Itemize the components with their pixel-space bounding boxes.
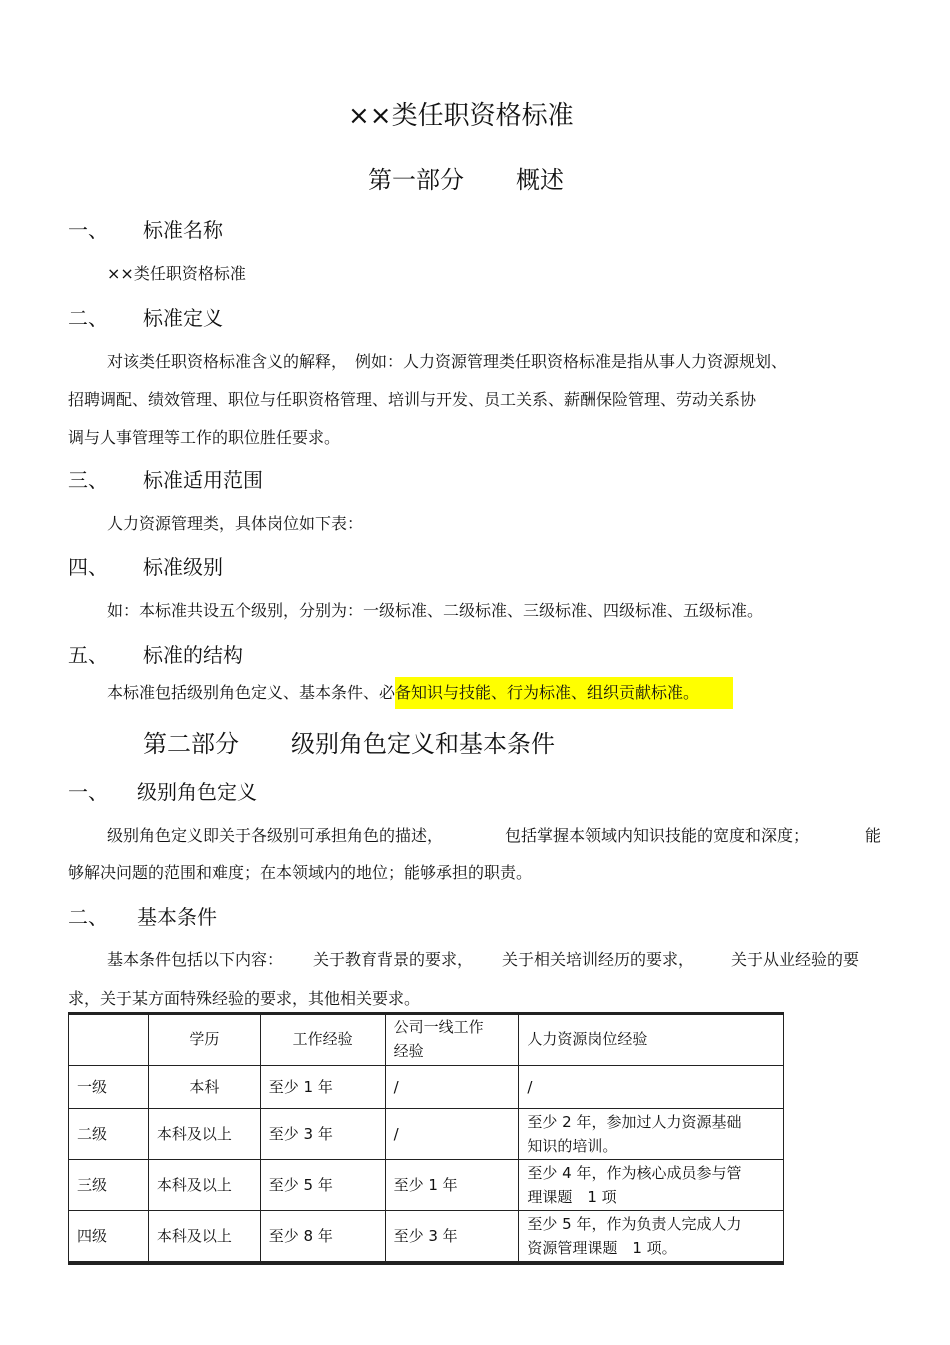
section-number: 二、: [68, 905, 108, 929]
section-title-role: 级别角色定义: [137, 780, 257, 804]
paragraph-line: 级别角色定义即关于各级别可承担角色的描述，: [107, 826, 444, 845]
part-one-name: 概述: [516, 166, 564, 194]
table-cell: 至少 2 年，参加过人力资源基础 知识的培训。: [519, 1109, 784, 1160]
table-top-rule: [68, 1012, 784, 1015]
section-number: 二、: [68, 306, 108, 330]
part-two-label: 第二部分: [143, 730, 239, 758]
highlighted-text: 备知识与技能、行为标准、组织贡献标准。: [395, 677, 733, 709]
table-cell: 至少 8 年: [260, 1211, 385, 1262]
table-cell: 本科及以上: [148, 1160, 260, 1211]
table-cell: 至少 5 年: [260, 1160, 385, 1211]
section-title-5: 标准的结构: [143, 643, 243, 667]
document-title: ××类任职资格标准: [348, 101, 574, 131]
paragraph-line: 招聘调配、绩效管理、职位与任职资格管理、培训与开发、员工关系、薪酬保险管理、劳动关系协: [68, 390, 757, 409]
table-cell: 三级: [69, 1160, 149, 1211]
paragraph-line: 求，关于某方面特殊经验的要求，其他相关要求。: [68, 989, 421, 1008]
table-cell: 至少 5 年，作为负责人完成人力 资源管理课题 1 项。: [519, 1211, 784, 1262]
table-row: [69, 1160, 784, 1211]
table-cell: 至少 4 年，作为核心成员参与管 理课题 1 项: [519, 1160, 784, 1211]
table-cell: /: [385, 1109, 519, 1160]
section-title-basic: 基本条件: [137, 905, 217, 929]
table-cell: 至少 3 年: [385, 1211, 519, 1262]
table-row: [69, 1066, 784, 1109]
part-two-heading: [143, 724, 555, 759]
table-header-row: [69, 1013, 784, 1066]
table-cell: 四级: [69, 1211, 149, 1262]
section-title-3: 标准适用范围: [143, 468, 263, 492]
paragraph-line: 关于从业经验的要: [731, 950, 860, 969]
paragraph-line: 关于相关培训经历的要求，: [502, 950, 695, 969]
paragraph-line: 够解决问题的范围和难度；在本领域内的地位；能够承担的职责。: [68, 863, 533, 882]
table-cell: 至少 3 年: [260, 1109, 385, 1160]
table-row: [69, 1211, 784, 1262]
table-header-cell: 公司一线工作 经验: [385, 1013, 519, 1066]
part-two-name: 级别角色定义和基本条件: [291, 730, 555, 758]
table-header-cell: 学历: [148, 1013, 260, 1066]
section-number: 一、: [68, 780, 108, 804]
paragraph-line: 包括掌握本领域内知识技能的宽度和深度；: [505, 826, 810, 845]
table-header-cell: [69, 1013, 149, 1066]
table-cell: 本科及以上: [148, 1211, 260, 1262]
table-cell: /: [385, 1066, 519, 1109]
table-cell: 本科: [148, 1066, 260, 1109]
section-body-4: 如：本标准共设五个级别，分别为：一级标准、二级标准、三级标准、四级标准、五级标准。: [107, 601, 764, 620]
part-one-heading: [368, 160, 564, 195]
section-number: 五、: [68, 643, 108, 667]
section-title-4: 标准级别: [143, 555, 223, 579]
qualification-table: [68, 1012, 784, 1262]
table-header-cell: 工作经验: [260, 1013, 385, 1066]
section-title-1: 标准名称: [143, 218, 223, 242]
section-body-5: [107, 677, 733, 709]
table-cell: 一级: [69, 1066, 149, 1109]
table-cell: 至少 1 年: [260, 1066, 385, 1109]
part-one-label: 第一部分: [368, 166, 464, 194]
table-bottom-rule: [68, 1262, 784, 1265]
section-body-3: 人力资源管理类，具体岗位如下表：: [107, 514, 364, 533]
table-cell: 二级: [69, 1109, 149, 1160]
body-text: 本标准包括级别角色定义、基本条件、必: [107, 683, 396, 702]
section-title-2: 标准定义: [143, 306, 223, 330]
paragraph-line: 调与人事管理等工作的职位胜任要求。: [68, 428, 341, 447]
paragraph-line: 对该类任职资格标准含义的解释， 例如：人力资源管理类任职资格标准是指从事人力资源规划、: [107, 352, 788, 371]
section-number: 四、: [68, 555, 108, 579]
table-cell: 至少 1 年: [385, 1160, 519, 1211]
section-number: 三、: [68, 468, 108, 492]
table-cell: /: [519, 1066, 784, 1109]
section-body-1: ××类任职资格标准: [107, 264, 246, 283]
table-row: [69, 1109, 784, 1160]
section-heading-1: [68, 214, 108, 243]
section-number: 一、: [68, 218, 108, 242]
paragraph-line: 基本条件包括以下内容：: [107, 950, 284, 969]
table-header-cell: 人力资源岗位经验: [519, 1013, 784, 1066]
table-cell: 本科及以上: [148, 1109, 260, 1160]
paragraph-line: 关于教育背景的要求，: [313, 950, 474, 969]
paragraph-line: 能: [865, 826, 882, 845]
